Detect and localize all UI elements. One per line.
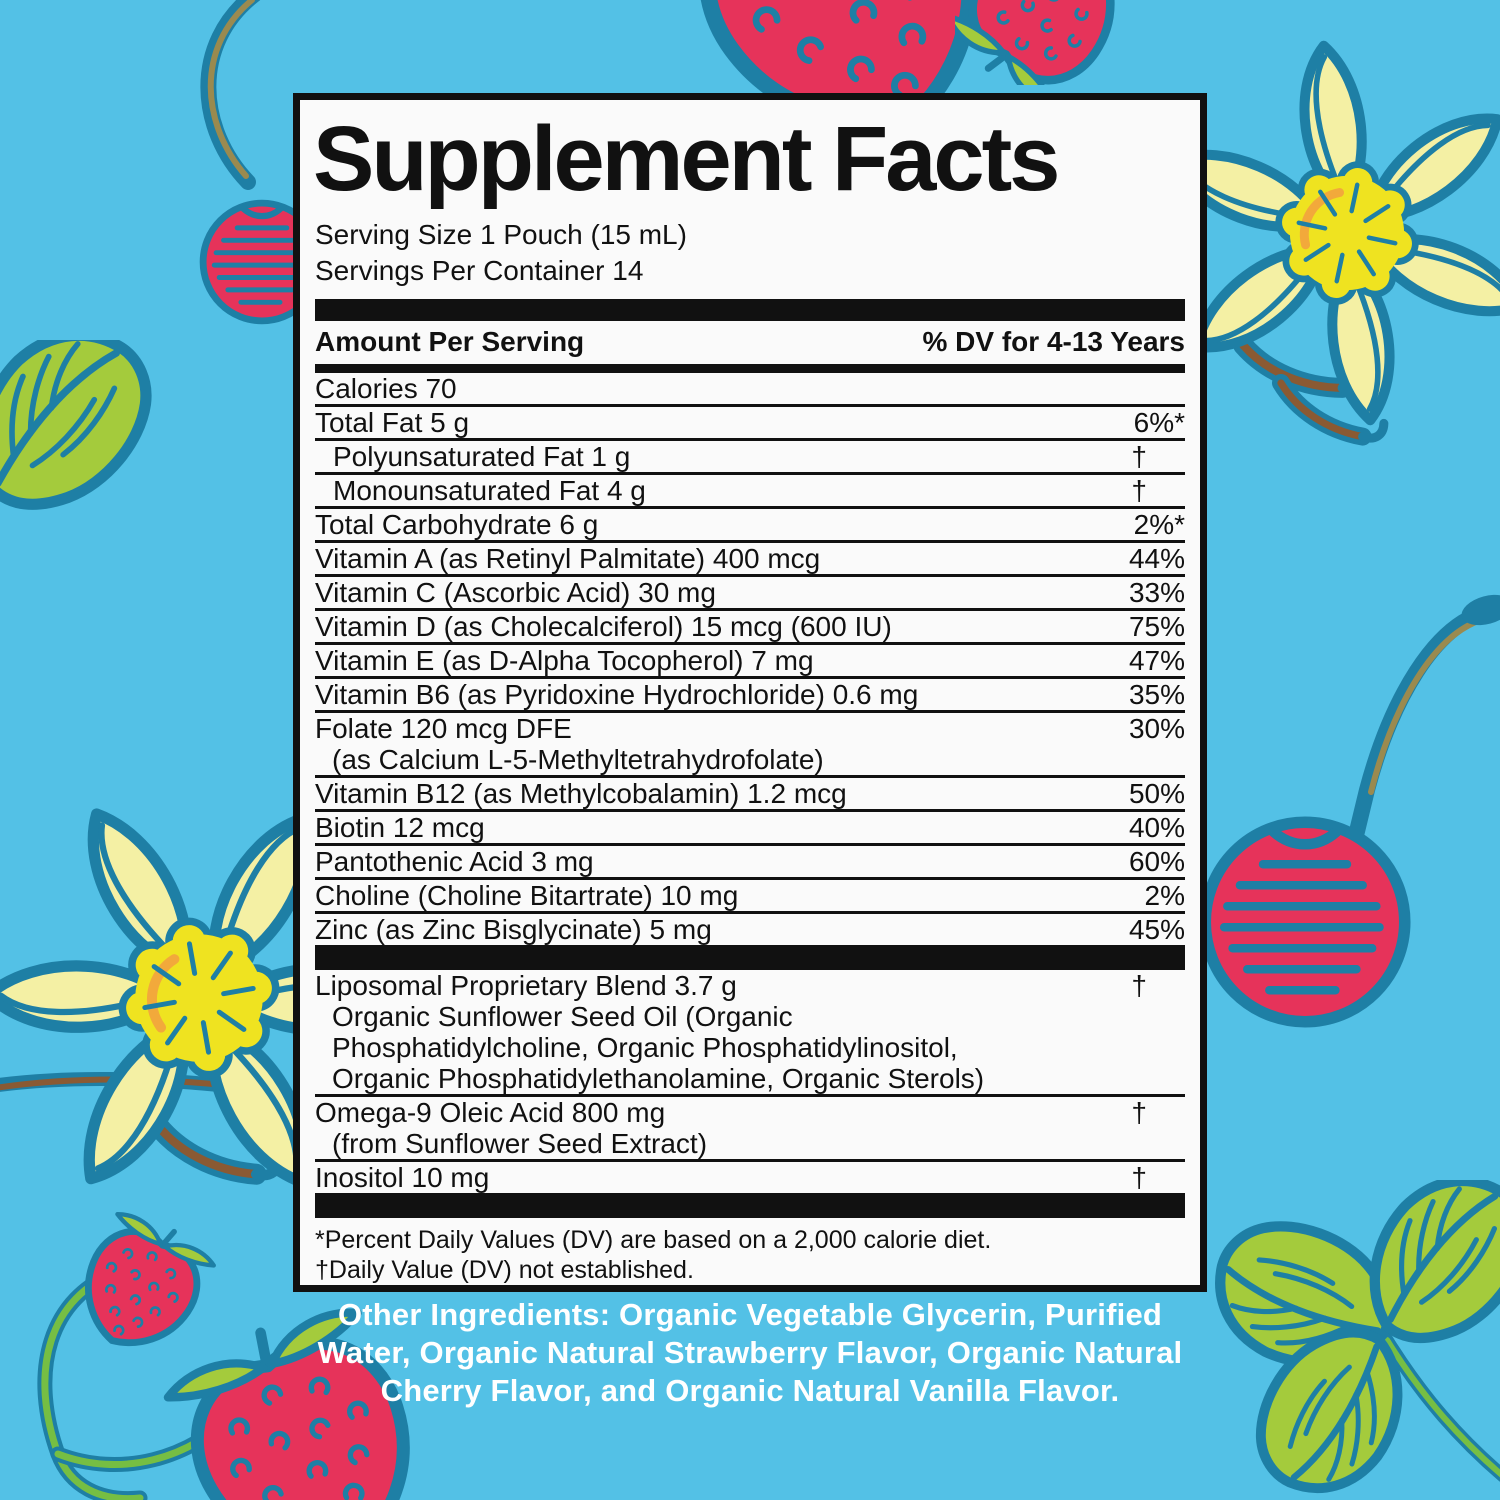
table-row: [315, 880, 1185, 914]
separator-bar: [315, 948, 1185, 970]
row-label: Polyunsaturated Fat 1 g: [333, 441, 631, 473]
cherry-right-illustration: [1205, 580, 1500, 1045]
table-row: [315, 373, 1185, 407]
servings-per-container: Servings Per Container 14: [315, 255, 644, 287]
text-line: †Daily Value (DV) not established.: [315, 1256, 694, 1285]
row-label: Vitamin B6 (as Pyridoxine Hydrochloride) 0.6 mg: [315, 679, 919, 711]
table-row: [315, 713, 1185, 778]
row-label: Liposomal Proprietary Blend 3.7 g: [315, 970, 737, 1002]
table-row: [315, 679, 1185, 713]
row-value: 47%: [1128, 645, 1185, 677]
serving-size: Serving Size 1 Pouch (15 mL): [315, 219, 687, 251]
leaf-left-illustration: [0, 340, 183, 585]
row-label: Monounsaturated Fat 4 g: [333, 475, 646, 507]
column-header-amount: Amount Per Serving: [315, 326, 585, 358]
row-value: 40%: [1128, 812, 1185, 844]
table-row: [315, 1097, 1185, 1162]
separator-bar: [315, 299, 1185, 321]
row-label: Zinc (as Zinc Bisglycinate) 5 mg: [315, 914, 712, 946]
cherry-top-left-illustration: [130, 0, 310, 370]
row-label: Omega-9 Oleic Acid 800 mg: [315, 1097, 666, 1129]
table-row: [315, 846, 1185, 880]
text-line: Other Ingredients: Organic Vegetable Glycerin, Purified: [337, 1297, 1163, 1332]
row-subline: Organic Phosphatidylethanolamine, Organic Sterols): [332, 1063, 985, 1095]
row-subline: (as Calcium L-5-Methyltetrahydrofolate): [332, 744, 824, 776]
row-value: 50%: [1128, 778, 1185, 810]
row-label: Pantothenic Acid 3 mg: [315, 846, 594, 878]
column-header-dv: % DV for 4-13 Years: [922, 326, 1185, 358]
table-row: [315, 778, 1185, 812]
table-row: [315, 914, 1185, 948]
row-label: Biotin 12 mcg: [315, 812, 485, 844]
separator-bar: [315, 364, 1185, 373]
row-value: 6%*: [1133, 407, 1185, 439]
row-value: 2%: [1144, 880, 1185, 912]
text-line: *Percent Daily Values (DV) are based on a 2,000 calorie diet.: [315, 1226, 992, 1255]
row-label: Total Fat 5 g: [315, 407, 470, 439]
row-label: Vitamin E (as D-Alpha Tocopherol) 7 mg: [315, 645, 814, 677]
row-label: Vitamin A (as Retinyl Palmitate) 400 mcg: [315, 543, 821, 575]
table-row: [315, 475, 1185, 509]
strawberry-top-small-illustration: [955, 0, 1145, 85]
row-value: 60%: [1128, 846, 1185, 878]
row-subline: Organic Sunflower Seed Oil (Organic: [332, 1001, 793, 1033]
table-row: [315, 645, 1185, 679]
row-label: Choline (Choline Bitartrate) 10 mg: [315, 880, 739, 912]
footnotes: [315, 1225, 1185, 1285]
table-row: [315, 441, 1185, 475]
row-value: 44%: [1128, 543, 1185, 575]
table-row: [315, 543, 1185, 577]
row-value: 75%: [1128, 611, 1185, 643]
text-line: Cherry Flavor, and Organic Natural Vanilla Flavor.: [380, 1373, 1120, 1408]
row-label: Inositol 10 mg: [315, 1162, 490, 1194]
page-title: Supplement Facts: [313, 108, 1058, 210]
row-subline: (from Sunflower Seed Extract): [332, 1128, 708, 1160]
vanilla-flower-top-right-illustration: [1195, 15, 1500, 460]
table-row: [315, 509, 1185, 543]
row-value: †: [1131, 1097, 1147, 1129]
table-row: [315, 577, 1185, 611]
table-row: [315, 611, 1185, 645]
row-value: 33%: [1128, 577, 1185, 609]
facts-table: [315, 373, 1185, 1218]
row-label: Total Carbohydrate 6 g: [315, 509, 599, 541]
row-label: Vitamin B12 (as Methylcobalamin) 1.2 mcg: [315, 778, 847, 810]
text-line: Water, Organic Natural Strawberry Flavor, Organic Natural: [317, 1335, 1183, 1370]
row-label: Vitamin D (as Cholecalciferol) 15 mcg (600 IU): [315, 611, 892, 643]
row-value: †: [1131, 1162, 1147, 1194]
row-value: †: [1131, 475, 1147, 507]
row-label: Vitamin C (Ascorbic Acid) 30 mg: [315, 577, 716, 609]
row-label: Folate 120 mcg DFE: [315, 713, 572, 745]
row-value: 30%: [1128, 713, 1185, 745]
row-value: †: [1131, 970, 1147, 1002]
row-value: 2%*: [1133, 509, 1185, 541]
row-label: Calories 70: [315, 373, 457, 405]
row-value: 45%: [1128, 914, 1185, 946]
row-subline: Phosphatidylcholine, Organic Phosphatidylinositol,: [332, 1032, 958, 1064]
supplement-facts-panel: [293, 93, 1207, 1292]
separator-bar: [315, 1196, 1185, 1218]
table-row: [315, 1162, 1185, 1196]
row-value: †: [1131, 441, 1147, 473]
table-row: [315, 407, 1185, 441]
row-value: 35%: [1128, 679, 1185, 711]
table-row: [315, 970, 1185, 1097]
table-row: [315, 812, 1185, 846]
other-ingredients-text: [0, 1296, 1500, 1410]
